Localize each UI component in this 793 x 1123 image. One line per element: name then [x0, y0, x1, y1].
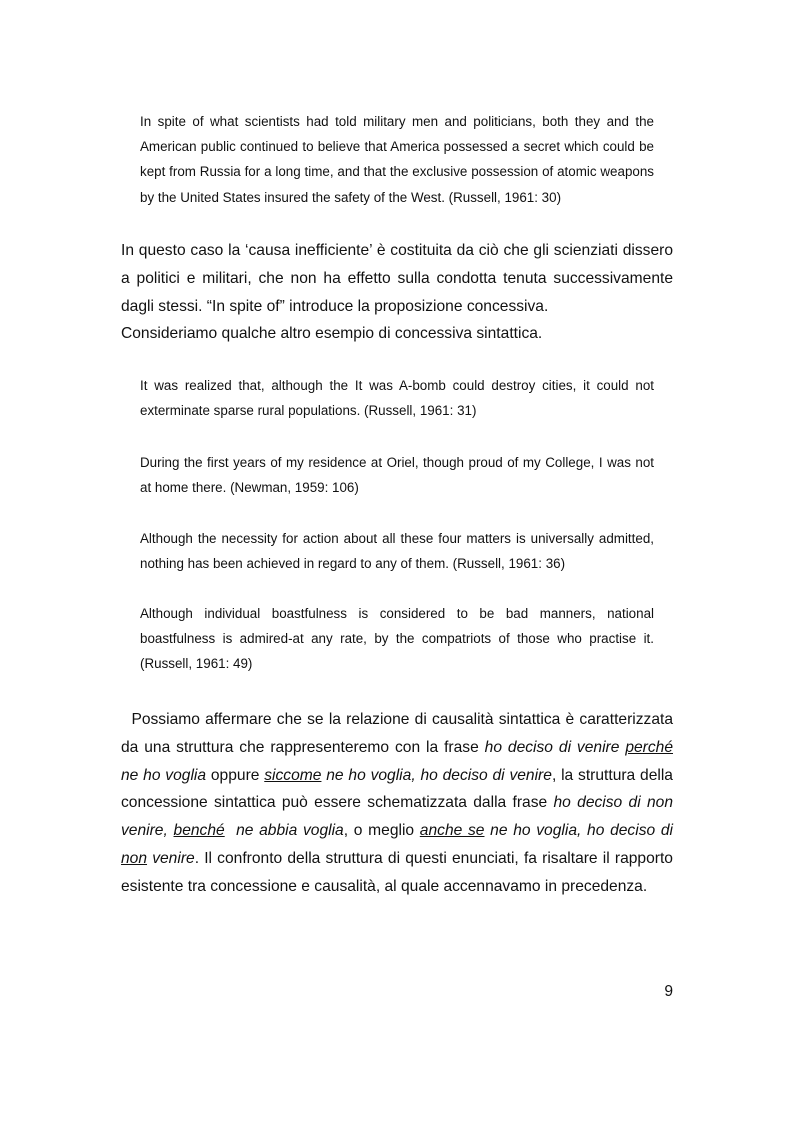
example-italic: ne ho voglia [121, 738, 678, 784]
block-quote-3: During the first years of my residence at Oriel, though proud of my College, I was not at home there. (Newman, 1959: 106) [140, 455, 654, 496]
example-italic: ne abbia voglia [224, 822, 344, 840]
block-quote-1: In spite of what scientists had told military men and politicians, both they and the American public continued to believe that America possessed a secret which could be kept from Russia for a long time, and that the exclusive possession of atomic weapons by the United States insured the safety of the West. (Russell, 1961: 30) [140, 114, 654, 205]
example-italic: ne ho voglia, ho deciso di venire [321, 766, 552, 784]
paragraph-text: , o meglio [343, 822, 420, 840]
page-number: 9 [664, 983, 673, 1000]
example-italic: venire [147, 849, 195, 867]
example-underlined: perché [625, 738, 673, 756]
example-underlined: anche se [419, 822, 485, 840]
body-paragraph-1: In questo caso la ‘causa inefficiente’ è costituita da ciò che gli scienziati dissero a politici e militari, che non ha effetto sulla condotta tenuta successivamente dagli stessi. “In spite of” introduce la proposizione concessiva. [121, 242, 673, 315]
block-quote-4: Although the necessity for action about all these four matters is universally admitted, nothing has been achieved in regard to any of them. (Russell, 1961: 36) [140, 531, 654, 572]
paragraph-text: . Il confronto della struttura di questi enunciati, fa risaltare il rapporto esistente tra concessione e causalità, al quale accennavamo in precedenza. [121, 849, 678, 895]
body-paragraph-2: Consideriamo qualche altro esempio di concessiva sintattica. [121, 325, 543, 342]
paragraph-text: Possiamo affermare che se la relazione di causalità sintattica è caratterizzata da una struttura che rappresenteremo con la frase [121, 711, 678, 756]
example-underlined: non [121, 849, 148, 867]
example-italic: ne ho voglia, ho deciso di [484, 822, 678, 840]
block-quote-5: Although individual boastfulness is considered to be bad manners, national boastfulness is admired-at any rate, by the compatriots of those who practise it. (Russell, 1961: 49) [140, 606, 654, 672]
paragraph-text: , la struttura della concessione sintattica può essere schematizzata dalla frase [121, 766, 678, 812]
paragraph-text: oppure [206, 766, 265, 784]
example-italic: ho deciso di non venire, [121, 794, 678, 840]
example-underlined: benché [173, 822, 225, 840]
body-paragraph-3 [121, 706, 678, 901]
block-quote-2: It was realized that, although the It was A-bomb could destroy cities, it could not exterminate sparse rural populations. (Russell, 1961: 31) [140, 378, 654, 419]
example-underlined: siccome [264, 766, 322, 784]
example-italic: ho deciso di venire [484, 738, 626, 756]
